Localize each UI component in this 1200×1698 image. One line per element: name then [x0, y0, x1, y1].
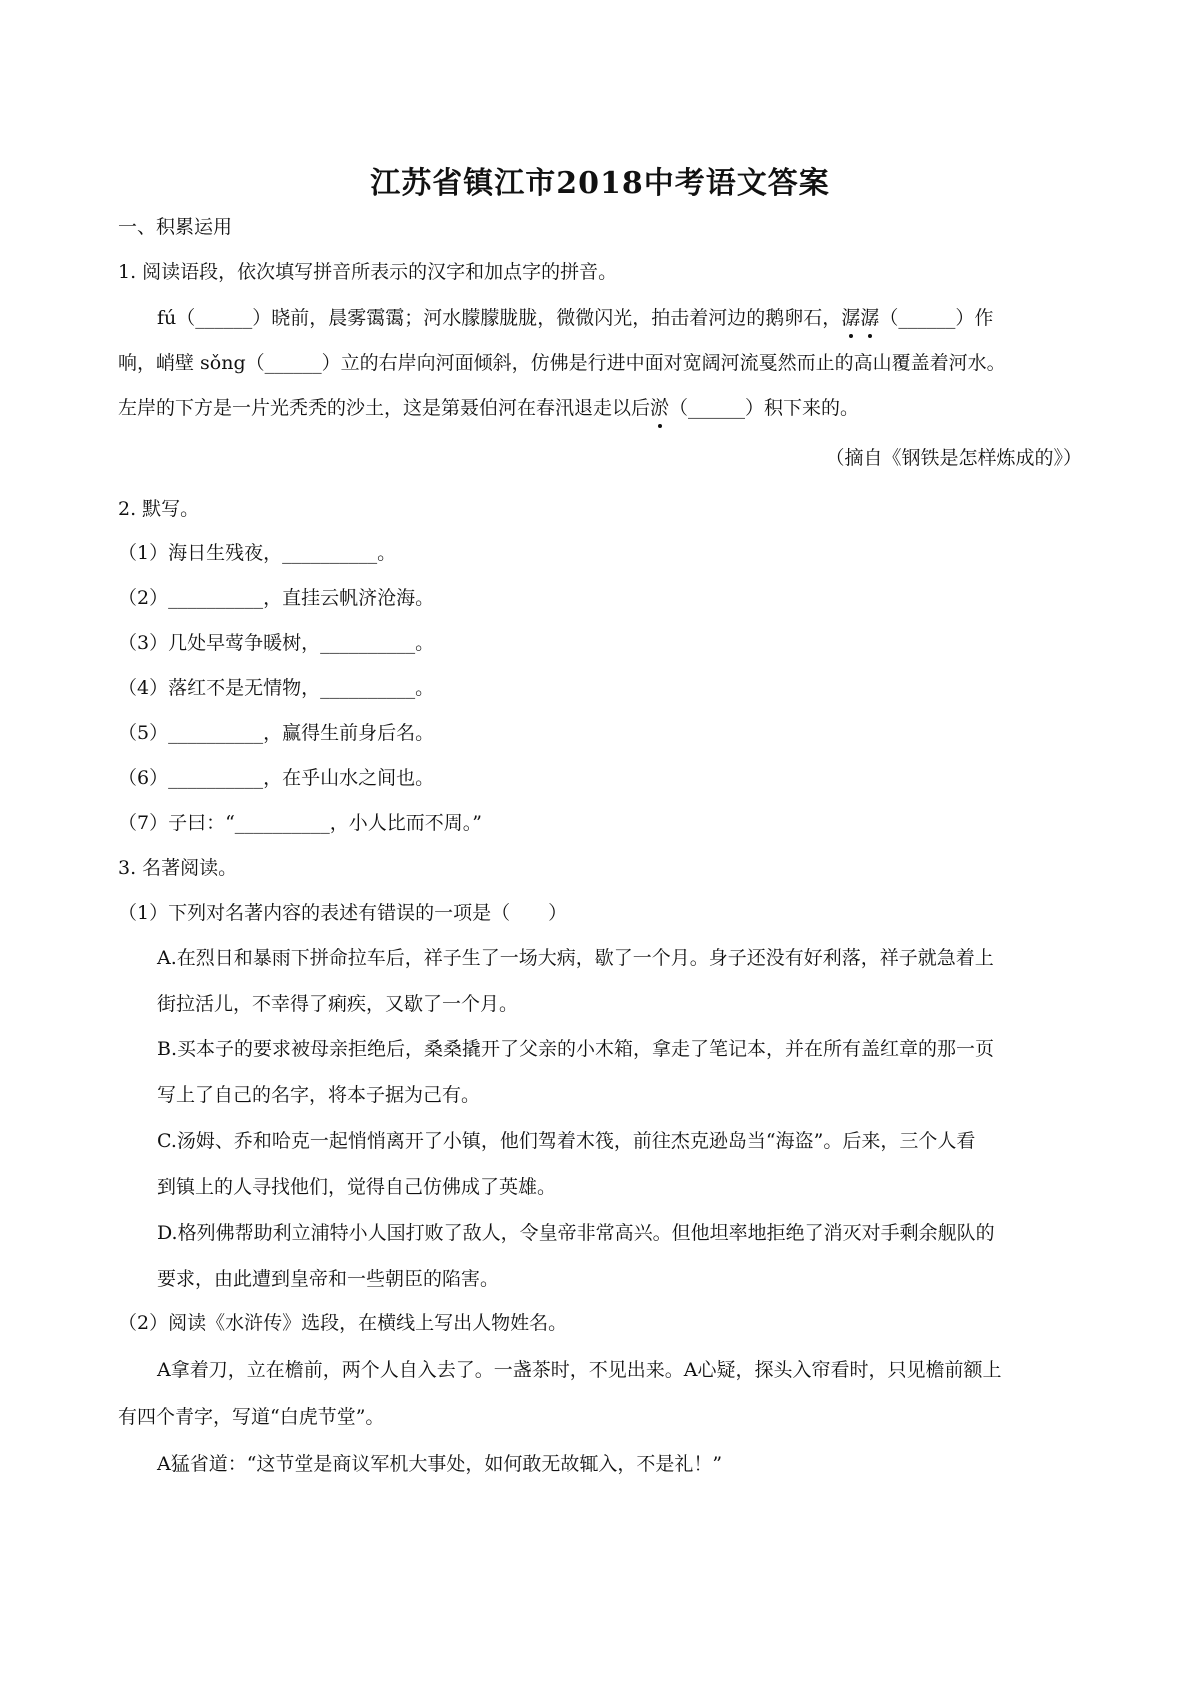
option-b-line-1: B.买本子的要求被母亲拒绝后，桑桑撬开了父亲的小木箱，拿走了笔记本，并在所有盖红章的那一页 — [157, 1038, 995, 1060]
dotted-char: 潺 — [841, 307, 861, 329]
dictation-item-5: （5）__________，赢得生前身后名。 — [118, 722, 435, 744]
question-1-prompt: 1. 阅读语段，依次填写拼音所表示的汉字和加点字的拼音。 — [118, 261, 618, 283]
dictation-item-2: （2）__________，直挂云帆济沧海。 — [118, 587, 435, 609]
option-d-line-1: D.格列佛帮助利立浦特小人国打败了敌人，令皇帝非常高兴。但他坦率地拒绝了消灭对手剩余舰队的 — [157, 1222, 995, 1244]
question-1-line-1 — [157, 305, 993, 331]
option-c-line-2: 到镇上的人寻找他们，觉得自己仿佛成了英雄。 — [157, 1176, 557, 1198]
dotted-char: 潺 — [860, 307, 880, 329]
question-3-prompt: 3. 名著阅读。 — [118, 857, 238, 879]
question-2-prompt: 2. 默写。 — [118, 498, 200, 520]
question-3-sub-2: （2）阅读《水浒传》选段，在横线上写出人物姓名。 — [118, 1312, 568, 1334]
q1-text-segment: fú（______）晓前，晨雾霭霭；河水朦朦胧胧，微微闪光，拍击着河边的鹅卵石， — [157, 307, 842, 329]
page-title: 江苏省镇江市2018中考语文答案 — [370, 166, 830, 201]
option-a-line-2: 街拉活儿，不幸得了痢疾，又歇了一个月。 — [157, 993, 519, 1015]
question-1-line-3 — [118, 395, 859, 421]
option-b-line-2: 写上了自己的名字，将本子据为己有。 — [157, 1084, 481, 1106]
dictation-item-3: （3）几处早莺争暖树，__________。 — [118, 632, 435, 654]
dotted-char: 淤 — [650, 397, 670, 419]
passage-line-2: 有四个青字，写道“白虎节堂”。 — [118, 1406, 385, 1428]
q1-text-segment: 左岸的下方是一片光秃秃的沙土，这是第聂伯河在春汛退走以后 — [118, 397, 651, 419]
section-heading: 一、积累运用 — [118, 216, 233, 238]
dictation-item-6: （6）__________，在乎山水之间也。 — [118, 767, 435, 789]
option-d-line-2: 要求，由此遭到皇帝和一些朝臣的陷害。 — [157, 1268, 500, 1290]
question-1-line-2: 响，峭壁 sǒng（______）立的右岸向河面倾斜，仿佛是行进中面对宽阔河流戛然而止的高山覆盖着河水。 — [118, 352, 1006, 374]
dictation-item-1: （1）海日生残夜，__________。 — [118, 542, 397, 564]
q1-text-segment: （______）积下来的。 — [669, 397, 860, 419]
passage-line-1: A拿着刀，立在檐前，两个人自入去了。一盏茶时，不见出来。A心疑，探头入帘看时，只见檐前额上 — [157, 1359, 1002, 1381]
option-c-line-1: C.汤姆、乔和哈克一起悄悄离开了小镇，他们驾着木筏，前往杰克逊岛当“海盗”。后来，三个人看 — [157, 1130, 976, 1152]
passage-line-3: A猛省道：“这节堂是商议军机大事处，如何敢无故辄入，不是礼！” — [157, 1453, 723, 1475]
dictation-item-7: （7）子曰：“__________，小人比而不周。” — [118, 812, 483, 834]
dictation-item-4: （4）落红不是无情物，__________。 — [118, 677, 435, 699]
question-3-sub-1: （1）下列对名著内容的表述有错误的一项是（ ） — [118, 902, 568, 924]
source-citation: （摘自《钢铁是怎样炼成的》） — [825, 447, 1082, 469]
option-a-line-1: A.在烈日和暴雨下拼命拉车后，祥子生了一场大病，歇了一个月。身子还没有好利落，祥子就急着上 — [157, 947, 994, 969]
q1-text-segment: （______）作 — [879, 307, 994, 329]
